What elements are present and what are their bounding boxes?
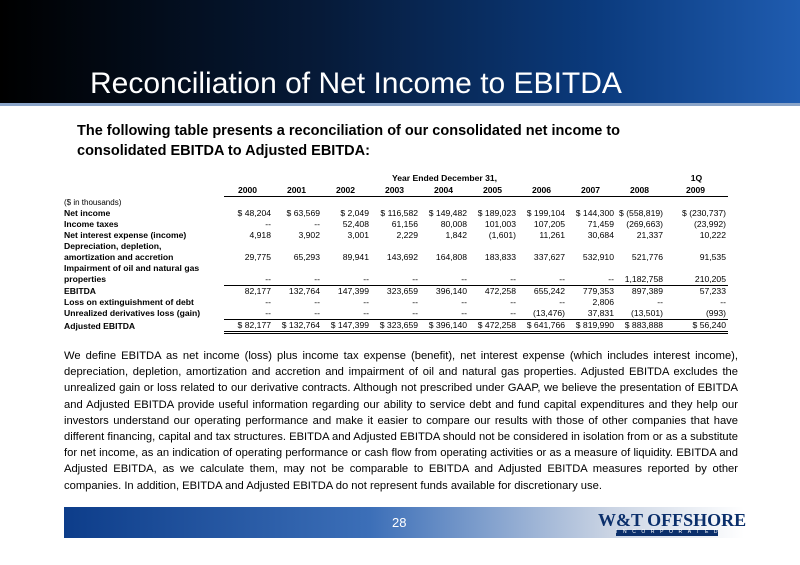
cell: --: [265, 297, 271, 307]
ebitda-definition-paragraph: We define EBITDA as net income (loss) plus income tax expense (benefit), net interest expense (which includes interest income), depreciation, depletion, amortization and accretion and impairment of oil and natural gas properties. Adjusted EBITDA excludes the unrealized gain or loss related to our derivative contracts. Although not prescribed under GAAP, we believe the presentation of EBITDA and Adjusted EBITDA provide useful information regarding our ability to service debt and fund capital expenditures and they help our investors understand our operating performance and make it easier to compare our results with those of other companies that have different financing, capital and tax structures. EBITDA and Adjusted EBITDA should not be considered in isolation from or as a substitute for net income, as an indication of operating performance or cash flow from operating activities or as a measure of liquidity. EBITDA and Adjusted EBITDA, as we calculate them, may not be comparable to EBITDA and Adjusted EBITDA measures reported by other companies. In addition, EBITDA and Adjusted EBITDA do not represent funds available for discretionary use.: [64, 350, 738, 492]
cell: $ 144,300: [575, 208, 614, 218]
logo-subtitle: INCORPORATED: [616, 529, 724, 535]
table-row: [64, 263, 728, 274]
cell: 37,831: [587, 308, 614, 318]
cell: --: [363, 274, 369, 284]
cell: --: [265, 274, 271, 284]
cell: 3,001: [347, 230, 369, 240]
cell: 80,008: [440, 219, 467, 229]
cell: 2,229: [396, 230, 418, 240]
cell: $ 189,023: [477, 208, 516, 218]
cell: 521,776: [631, 252, 663, 262]
intro-text: The following table presents a reconciliation of our consolidated net income to consolidated EBITDA to Adjusted EBITDA:: [77, 123, 621, 159]
logo-wordmark: W&T OFFSHORE: [598, 510, 747, 530]
reconciliation-table: [64, 173, 728, 334]
header-divider: [0, 103, 800, 106]
cell: 337,627: [533, 252, 565, 262]
cell: --: [657, 297, 663, 307]
year-header: 2005: [469, 184, 518, 197]
cell: 52,408: [342, 219, 369, 229]
table-period-header-row: [64, 173, 728, 184]
year-header: 2008: [616, 184, 665, 197]
cell: 71,459: [587, 219, 614, 229]
cell: --: [510, 274, 516, 284]
cell: $ 472,258: [469, 320, 518, 333]
cell: 897,389: [616, 286, 665, 298]
year-header: 2009: [665, 184, 728, 197]
cell: $ 149,482: [428, 208, 467, 218]
cell: $ (558,819): [619, 208, 663, 218]
cell: --: [363, 297, 369, 307]
cell: 532,910: [582, 252, 614, 262]
year-header: 2006: [518, 184, 567, 197]
cell: 91,535: [699, 252, 726, 262]
cell: $ 82,177: [224, 320, 273, 333]
table-row-adjusted-ebitda: [64, 320, 728, 333]
cell: (993): [705, 308, 726, 318]
cell: 779,353: [567, 286, 616, 298]
cell: --: [461, 308, 467, 318]
row-label: Income taxes: [64, 219, 119, 229]
cell: $ 116,582: [380, 208, 418, 218]
cell: --: [720, 297, 726, 307]
cell: --: [559, 297, 565, 307]
cell: --: [265, 219, 271, 229]
cell: $ 883,888: [616, 320, 665, 333]
cell: --: [461, 297, 467, 307]
row-label: Net interest expense (income): [64, 230, 187, 240]
cell: 323,659: [371, 286, 420, 298]
units-note: ($ in thousands): [64, 197, 122, 207]
row-label: Loss on extinguishment of debt: [64, 297, 194, 307]
cell: $ 641,766: [518, 320, 567, 333]
cell: --: [412, 297, 418, 307]
cell: 61,156: [391, 219, 418, 229]
cell: 132,764: [273, 286, 322, 298]
cell: --: [265, 308, 271, 318]
cell: (269,663): [626, 219, 663, 229]
cell: $ 132,764: [273, 320, 322, 333]
cell: 30,684: [587, 230, 614, 240]
cell: 65,293: [293, 252, 320, 262]
cell: 21,337: [636, 230, 663, 240]
row-label: Impairment of oil and natural gas: [64, 263, 200, 273]
year-header: 2000: [224, 184, 273, 197]
page-title: Reconciliation of Net Income to EBITDA: [90, 67, 622, 100]
row-label: Net income: [64, 208, 111, 218]
table-row: [64, 230, 728, 241]
cell: (13,476): [532, 308, 565, 318]
year-header: 2002: [322, 184, 371, 197]
cell: 1,182,758: [624, 274, 663, 284]
cell: 101,003: [484, 219, 516, 229]
cell: 2,806: [592, 297, 614, 307]
cell: 82,177: [224, 286, 273, 298]
quarter-header: 1Q: [690, 173, 703, 183]
row-label-continued: properties: [64, 274, 107, 285]
cell: --: [314, 219, 320, 229]
table-row: [64, 208, 728, 219]
table-row: [64, 219, 728, 230]
cell: 147,399: [322, 286, 371, 298]
cell: $ 63,569: [286, 208, 320, 218]
year-header: 2007: [567, 184, 616, 197]
table-row-ebitda: [64, 286, 728, 298]
table-row: [64, 252, 728, 263]
year-header: 2004: [420, 184, 469, 197]
cell: --: [363, 308, 369, 318]
cell: $ 2,049: [340, 208, 369, 218]
cell: --: [461, 274, 467, 284]
row-label: Unrealized derivatives loss (gain): [64, 308, 201, 319]
cell: 107,205: [533, 219, 565, 229]
cell: 143,692: [386, 252, 418, 262]
cell: $ 199,104: [526, 208, 565, 218]
cell: --: [314, 308, 320, 318]
cell: 4,918: [249, 230, 271, 240]
page-number: 28: [392, 515, 407, 530]
cell: --: [412, 274, 418, 284]
row-label: EBITDA: [64, 285, 96, 296]
cell: 10,222: [699, 230, 726, 240]
cell: 3,902: [298, 230, 320, 240]
cell: --: [314, 297, 320, 307]
cell: $ 819,990: [567, 320, 616, 333]
table-years-row: [64, 184, 728, 197]
period-header: Year Ended December 31,: [391, 173, 498, 183]
cell: 57,233: [665, 286, 728, 298]
cell: $ 147,399: [322, 320, 371, 333]
cell: 396,140: [420, 286, 469, 298]
table-row: [64, 308, 728, 320]
row-label: Depreciation, depletion,: [64, 241, 162, 251]
table-row: [64, 297, 728, 308]
cell: 210,205: [694, 274, 726, 284]
cell: --: [608, 274, 614, 284]
cell: (13,501): [630, 308, 663, 318]
cell: 472,258: [469, 286, 518, 298]
cell: 29,775: [244, 252, 271, 262]
row-label-continued: amortization and accretion: [64, 252, 174, 262]
cell: --: [314, 274, 320, 284]
cell: 11,261: [539, 230, 565, 240]
cell: --: [510, 308, 516, 318]
cell: --: [559, 274, 565, 284]
cell: $ 396,140: [420, 320, 469, 333]
cell: $ 56,240: [665, 320, 728, 333]
cell: (1,601): [488, 230, 516, 240]
company-logo: [598, 510, 747, 536]
cell: 655,242: [518, 286, 567, 298]
table-row: [64, 241, 728, 252]
cell: (23,992): [693, 219, 726, 229]
cell: $ 48,204: [237, 208, 271, 218]
cell: --: [510, 297, 516, 307]
units-row: [64, 197, 728, 209]
cell: 89,941: [342, 252, 369, 262]
cell: --: [412, 308, 418, 318]
cell: 1,842: [445, 230, 467, 240]
cell: $ 323,659: [371, 320, 420, 333]
table-row: [64, 274, 728, 286]
year-header: 2001: [273, 184, 322, 197]
cell: $ (230,737): [682, 208, 726, 218]
year-header: 2003: [371, 184, 420, 197]
row-label: Adjusted EBITDA: [64, 320, 136, 331]
cell: 183,833: [484, 252, 516, 262]
cell: 164,808: [435, 252, 467, 262]
